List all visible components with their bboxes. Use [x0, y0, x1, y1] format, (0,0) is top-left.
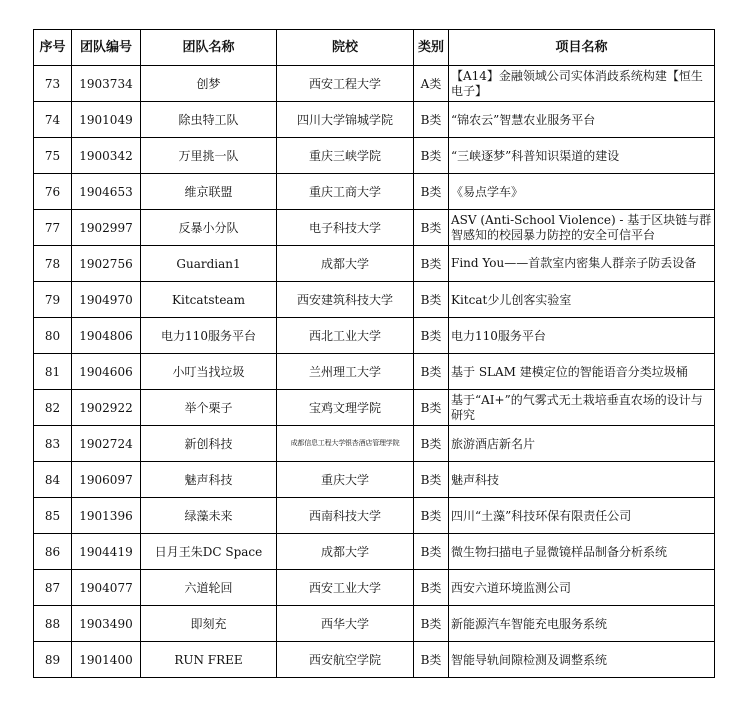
- cell-no: 77: [34, 210, 72, 246]
- cell-no: 75: [34, 138, 72, 174]
- table-row: [34, 390, 715, 426]
- cell-school: 重庆工商大学: [277, 174, 414, 210]
- cell-school: 重庆三峡学院: [277, 138, 414, 174]
- cell-project: 微生物扫描电子显微镜样品制备分析系统: [449, 534, 715, 570]
- cell-school: 电子科技大学: [277, 210, 414, 246]
- table-header: [34, 30, 715, 66]
- cell-team-id: 1901396: [72, 498, 141, 534]
- cell-school: 西安工业大学: [277, 570, 414, 606]
- cell-project: 【A14】金融领域公司实体消歧系统构建【恒生电子】: [449, 66, 715, 102]
- cell-school: 宝鸡文理学院: [277, 390, 414, 426]
- header-category: 类别: [414, 30, 449, 66]
- table-row: [34, 354, 715, 390]
- cell-team-name: 魅声科技: [141, 462, 277, 498]
- cell-no: 88: [34, 606, 72, 642]
- cell-team-id: 1900342: [72, 138, 141, 174]
- cell-no: 85: [34, 498, 72, 534]
- cell-school: 四川大学锦城学院: [277, 102, 414, 138]
- cell-category: B类: [414, 246, 449, 282]
- cell-team-id: 1904077: [72, 570, 141, 606]
- cell-team-id: 1904606: [72, 354, 141, 390]
- cell-no: 84: [34, 462, 72, 498]
- cell-no: 83: [34, 426, 72, 462]
- cell-project: 新能源汽车智能充电服务系统: [449, 606, 715, 642]
- cell-category: B类: [414, 426, 449, 462]
- table-row: [34, 102, 715, 138]
- cell-team-id: 1901049: [72, 102, 141, 138]
- cell-team-id: 1903490: [72, 606, 141, 642]
- cell-category: B类: [414, 390, 449, 426]
- cell-no: 82: [34, 390, 72, 426]
- cell-project: 《易点学车》: [449, 174, 715, 210]
- cell-team-id: 1901400: [72, 642, 141, 678]
- cell-team-id: 1902997: [72, 210, 141, 246]
- cell-no: 87: [34, 570, 72, 606]
- header-team-name: 团队名称: [141, 30, 277, 66]
- cell-category: A类: [414, 66, 449, 102]
- table-row: [34, 570, 715, 606]
- cell-school: 成都信息工程大学银杏酒店管理学院: [277, 426, 414, 462]
- table-row: [34, 174, 715, 210]
- cell-team-name: 创梦: [141, 66, 277, 102]
- cell-team-name: RUN FREE: [141, 642, 277, 678]
- cell-team-id: 1904806: [72, 318, 141, 354]
- cell-team-name: 反暴小分队: [141, 210, 277, 246]
- cell-project: Find You——首款室内密集人群亲子防丢设备: [449, 246, 715, 282]
- cell-no: 79: [34, 282, 72, 318]
- cell-no: 89: [34, 642, 72, 678]
- table-row: [34, 66, 715, 102]
- table-row: [34, 282, 715, 318]
- cell-team-name: 新创科技: [141, 426, 277, 462]
- cell-school: 西安航空学院: [277, 642, 414, 678]
- cell-category: B类: [414, 570, 449, 606]
- cell-category: B类: [414, 210, 449, 246]
- cell-school: 兰州理工大学: [277, 354, 414, 390]
- cell-team-name: 绿藻未来: [141, 498, 277, 534]
- cell-project: 基于“AI+”的气雾式无土栽培垂直农场的设计与研究: [449, 390, 715, 426]
- cell-school: 成都大学: [277, 246, 414, 282]
- table-row: [34, 210, 715, 246]
- header-row: [34, 30, 715, 66]
- table-body: [34, 66, 715, 678]
- cell-team-name: 举个栗子: [141, 390, 277, 426]
- table-row: [34, 642, 715, 678]
- table-row: [34, 318, 715, 354]
- table-row: [34, 138, 715, 174]
- cell-no: 73: [34, 66, 72, 102]
- cell-team-id: 1903734: [72, 66, 141, 102]
- cell-team-name: 即刻充: [141, 606, 277, 642]
- cell-no: 80: [34, 318, 72, 354]
- cell-category: B类: [414, 462, 449, 498]
- cell-no: 78: [34, 246, 72, 282]
- cell-school: 成都大学: [277, 534, 414, 570]
- table-row: [34, 462, 715, 498]
- cell-project: Kitcat少儿创客实验室: [449, 282, 715, 318]
- header-no: 序号: [34, 30, 72, 66]
- header-school: 院校: [277, 30, 414, 66]
- cell-category: B类: [414, 318, 449, 354]
- header-team-id: 团队编号: [72, 30, 141, 66]
- cell-project: ASV (Anti-School Violence) - 基于区块链与群智感知的校园暴力防控的安全可信平台: [449, 210, 715, 246]
- cell-team-id: 1904419: [72, 534, 141, 570]
- cell-category: B类: [414, 282, 449, 318]
- table-row: [34, 606, 715, 642]
- cell-category: B类: [414, 174, 449, 210]
- cell-project: 电力110服务平台: [449, 318, 715, 354]
- cell-project: “锦农云”智慧农业服务平台: [449, 102, 715, 138]
- cell-team-id: 1902922: [72, 390, 141, 426]
- cell-project: 四川“土藻”科技环保有限责任公司: [449, 498, 715, 534]
- cell-project: “三峡逐梦”科普知识渠道的建设: [449, 138, 715, 174]
- cell-project: 基于 SLAM 建模定位的智能语音分类垃圾桶: [449, 354, 715, 390]
- table-row: [34, 534, 715, 570]
- cell-category: B类: [414, 354, 449, 390]
- cell-team-id: 1904970: [72, 282, 141, 318]
- cell-project: 西安六道环境监测公司: [449, 570, 715, 606]
- cell-category: B类: [414, 102, 449, 138]
- cell-project: 魅声科技: [449, 462, 715, 498]
- cell-team-name: 日月王朱DC Space: [141, 534, 277, 570]
- cell-team-id: 1904653: [72, 174, 141, 210]
- cell-no: 81: [34, 354, 72, 390]
- cell-team-name: 小叮当找垃圾: [141, 354, 277, 390]
- table-row: [34, 246, 715, 282]
- cell-category: B类: [414, 534, 449, 570]
- header-project: 项目名称: [449, 30, 715, 66]
- cell-team-name: 维京联盟: [141, 174, 277, 210]
- cell-team-name: 除虫特工队: [141, 102, 277, 138]
- cell-category: B类: [414, 642, 449, 678]
- cell-team-name: 万里挑一队: [141, 138, 277, 174]
- cell-school: 西华大学: [277, 606, 414, 642]
- team-table: [33, 29, 715, 678]
- cell-no: 76: [34, 174, 72, 210]
- cell-school: 西安建筑科技大学: [277, 282, 414, 318]
- cell-school: 西北工业大学: [277, 318, 414, 354]
- cell-no: 86: [34, 534, 72, 570]
- table-row: [34, 426, 715, 462]
- cell-category: B类: [414, 498, 449, 534]
- cell-school: 重庆大学: [277, 462, 414, 498]
- cell-team-name: Kitcatsteam: [141, 282, 277, 318]
- cell-school: 西安工程大学: [277, 66, 414, 102]
- cell-team-name: 电力110服务平台: [141, 318, 277, 354]
- table-row: [34, 498, 715, 534]
- cell-team-id: 1902756: [72, 246, 141, 282]
- cell-school: 西南科技大学: [277, 498, 414, 534]
- cell-category: B类: [414, 606, 449, 642]
- cell-no: 74: [34, 102, 72, 138]
- cell-project: 旅游酒店新名片: [449, 426, 715, 462]
- cell-team-name: Guardian1: [141, 246, 277, 282]
- cell-team-name: 六道轮回: [141, 570, 277, 606]
- cell-category: B类: [414, 138, 449, 174]
- cell-project: 智能导轨间隙检测及调整系统: [449, 642, 715, 678]
- cell-team-id: 1906097: [72, 462, 141, 498]
- cell-team-id: 1902724: [72, 426, 141, 462]
